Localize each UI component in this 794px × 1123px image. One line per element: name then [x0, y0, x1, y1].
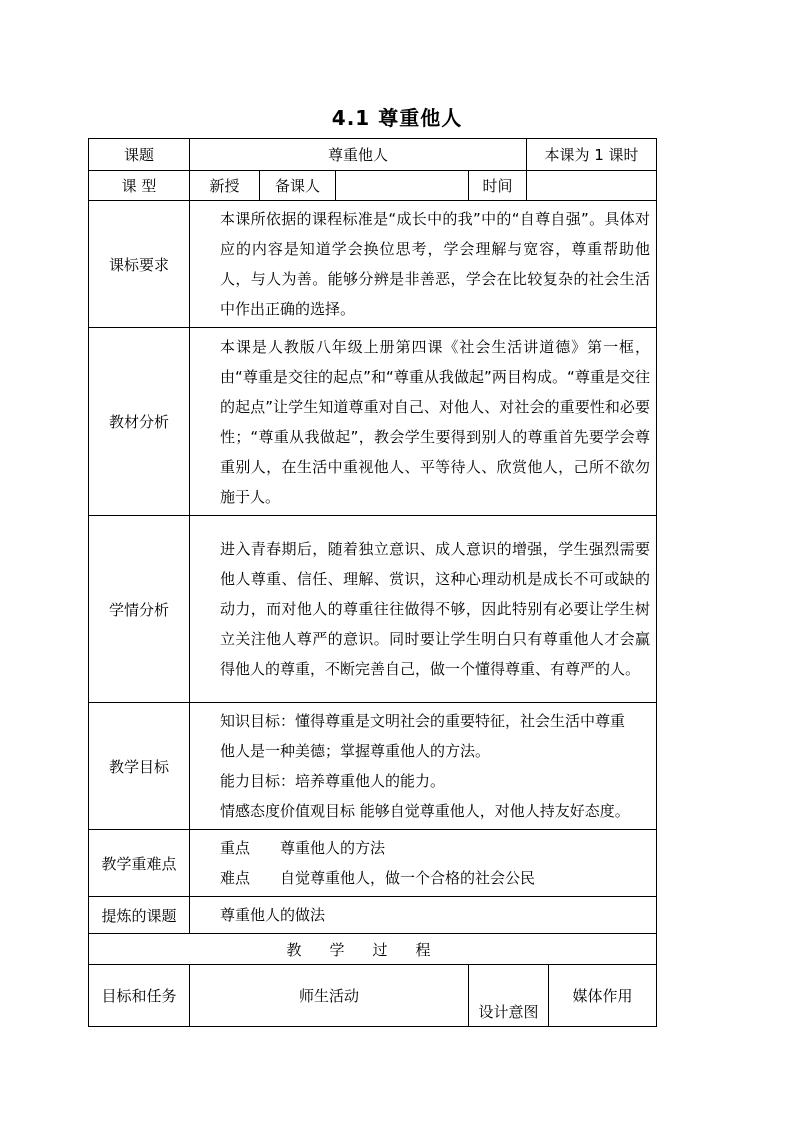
media-role-header: 媒体作用	[549, 965, 657, 1027]
refined-topic-label: 提炼的课题	[89, 897, 190, 934]
preparer-value	[336, 171, 469, 201]
difficult-point-tag: 难点	[220, 869, 251, 887]
activity-header: 师生活动	[190, 965, 469, 1027]
key-point-text: 尊重他人的方法	[280, 839, 386, 857]
lesson-type-label: 课 型	[89, 171, 190, 201]
curriculum-text: 本课所依据的课程标准是“成长中的我”中的“自尊自强”。具体对应的内容是知道学会换位思考，学会理解与宽容，尊重帮助他人，与人为善。能够分辨是非善恶，学会在比较复杂的社会生活中作出正确的选择。	[190, 201, 657, 328]
knowledge-objective-line-1: 知识目标：懂得尊重是文明社会的重要特征，社会生活中尊重	[220, 712, 626, 730]
design-intent-header: 设计意图	[469, 965, 549, 1027]
time-label: 时间	[469, 171, 527, 201]
objectives-label: 教学目标	[89, 703, 190, 830]
objectives-content	[190, 703, 657, 830]
page-title: 4.1 尊重他人	[331, 106, 463, 130]
key-point-tag: 重点	[220, 839, 251, 857]
time-value	[527, 171, 657, 201]
material-row	[89, 328, 657, 516]
key-points-content	[190, 830, 657, 897]
topic-row	[89, 139, 657, 171]
lesson-plan-table	[88, 138, 657, 1027]
key-points-label: 教学重难点	[89, 830, 190, 897]
curriculum-row	[89, 201, 657, 328]
ability-objective: 能力目标：培养尊重他人的能力。	[220, 772, 446, 790]
process-heading: 教学过程	[89, 934, 657, 965]
curriculum-label: 课标要求	[89, 201, 190, 328]
lesson-type-value: 新授	[190, 171, 260, 201]
refined-topic-text: 尊重他人的做法	[190, 897, 657, 934]
difficult-point-text: 自觉尊重他人，做一个合格的社会公民	[280, 869, 536, 887]
knowledge-objective-line-2: 他人是一种美德；掌握尊重他人的方法。	[220, 742, 491, 760]
learners-text: 进入青春期后，随着独立意识、成人意识的增强，学生强烈需要他人尊重、信任、理解、赏识，这种心理动机是成长不可或缺的动力，而对他人的尊重往往做得不够，因此特别有必要让学生树立关注他人尊严的意识。同时要让学生明白只有尊重他人才会赢得他人的尊重，不断完善自己，做一个懂得尊重、有尊严的人。	[190, 516, 657, 703]
learners-row	[89, 516, 657, 703]
key-points-row	[89, 830, 657, 897]
class-hours-note: 本课为 1 课时	[527, 139, 657, 171]
objectives-row	[89, 703, 657, 830]
key-point	[220, 833, 652, 863]
attitude-objective: 情感态度价值观目标 能够自觉尊重他人，对他人持友好态度。	[220, 802, 630, 820]
difficult-point	[220, 863, 652, 893]
material-text: 本课是人教版八年级上册第四课《社会生活讲道德》第一框，由“尊重是交往的起点”和“尊重从我做起”两目构成。“尊重是交往的起点”让学生知道尊重对自己、对他人、对社会的重要性和必要性；“尊重从我做起”，教会学生要得到别人的尊重首先要学会尊重别人，在生活中重视他人、平等待人、欣赏他人，己所不欲勿施于人。	[190, 328, 657, 516]
refined-topic-row	[89, 897, 657, 934]
topic-value: 尊重他人	[190, 139, 527, 171]
process-header-row	[89, 965, 657, 1027]
lesson-type-row	[89, 171, 657, 201]
material-label: 教材分析	[89, 328, 190, 516]
preparer-label: 备课人	[260, 171, 336, 201]
goal-task-header: 目标和任务	[89, 965, 190, 1027]
learners-label: 学情分析	[89, 516, 190, 703]
topic-label: 课题	[89, 139, 190, 171]
process-heading-row	[89, 934, 657, 965]
